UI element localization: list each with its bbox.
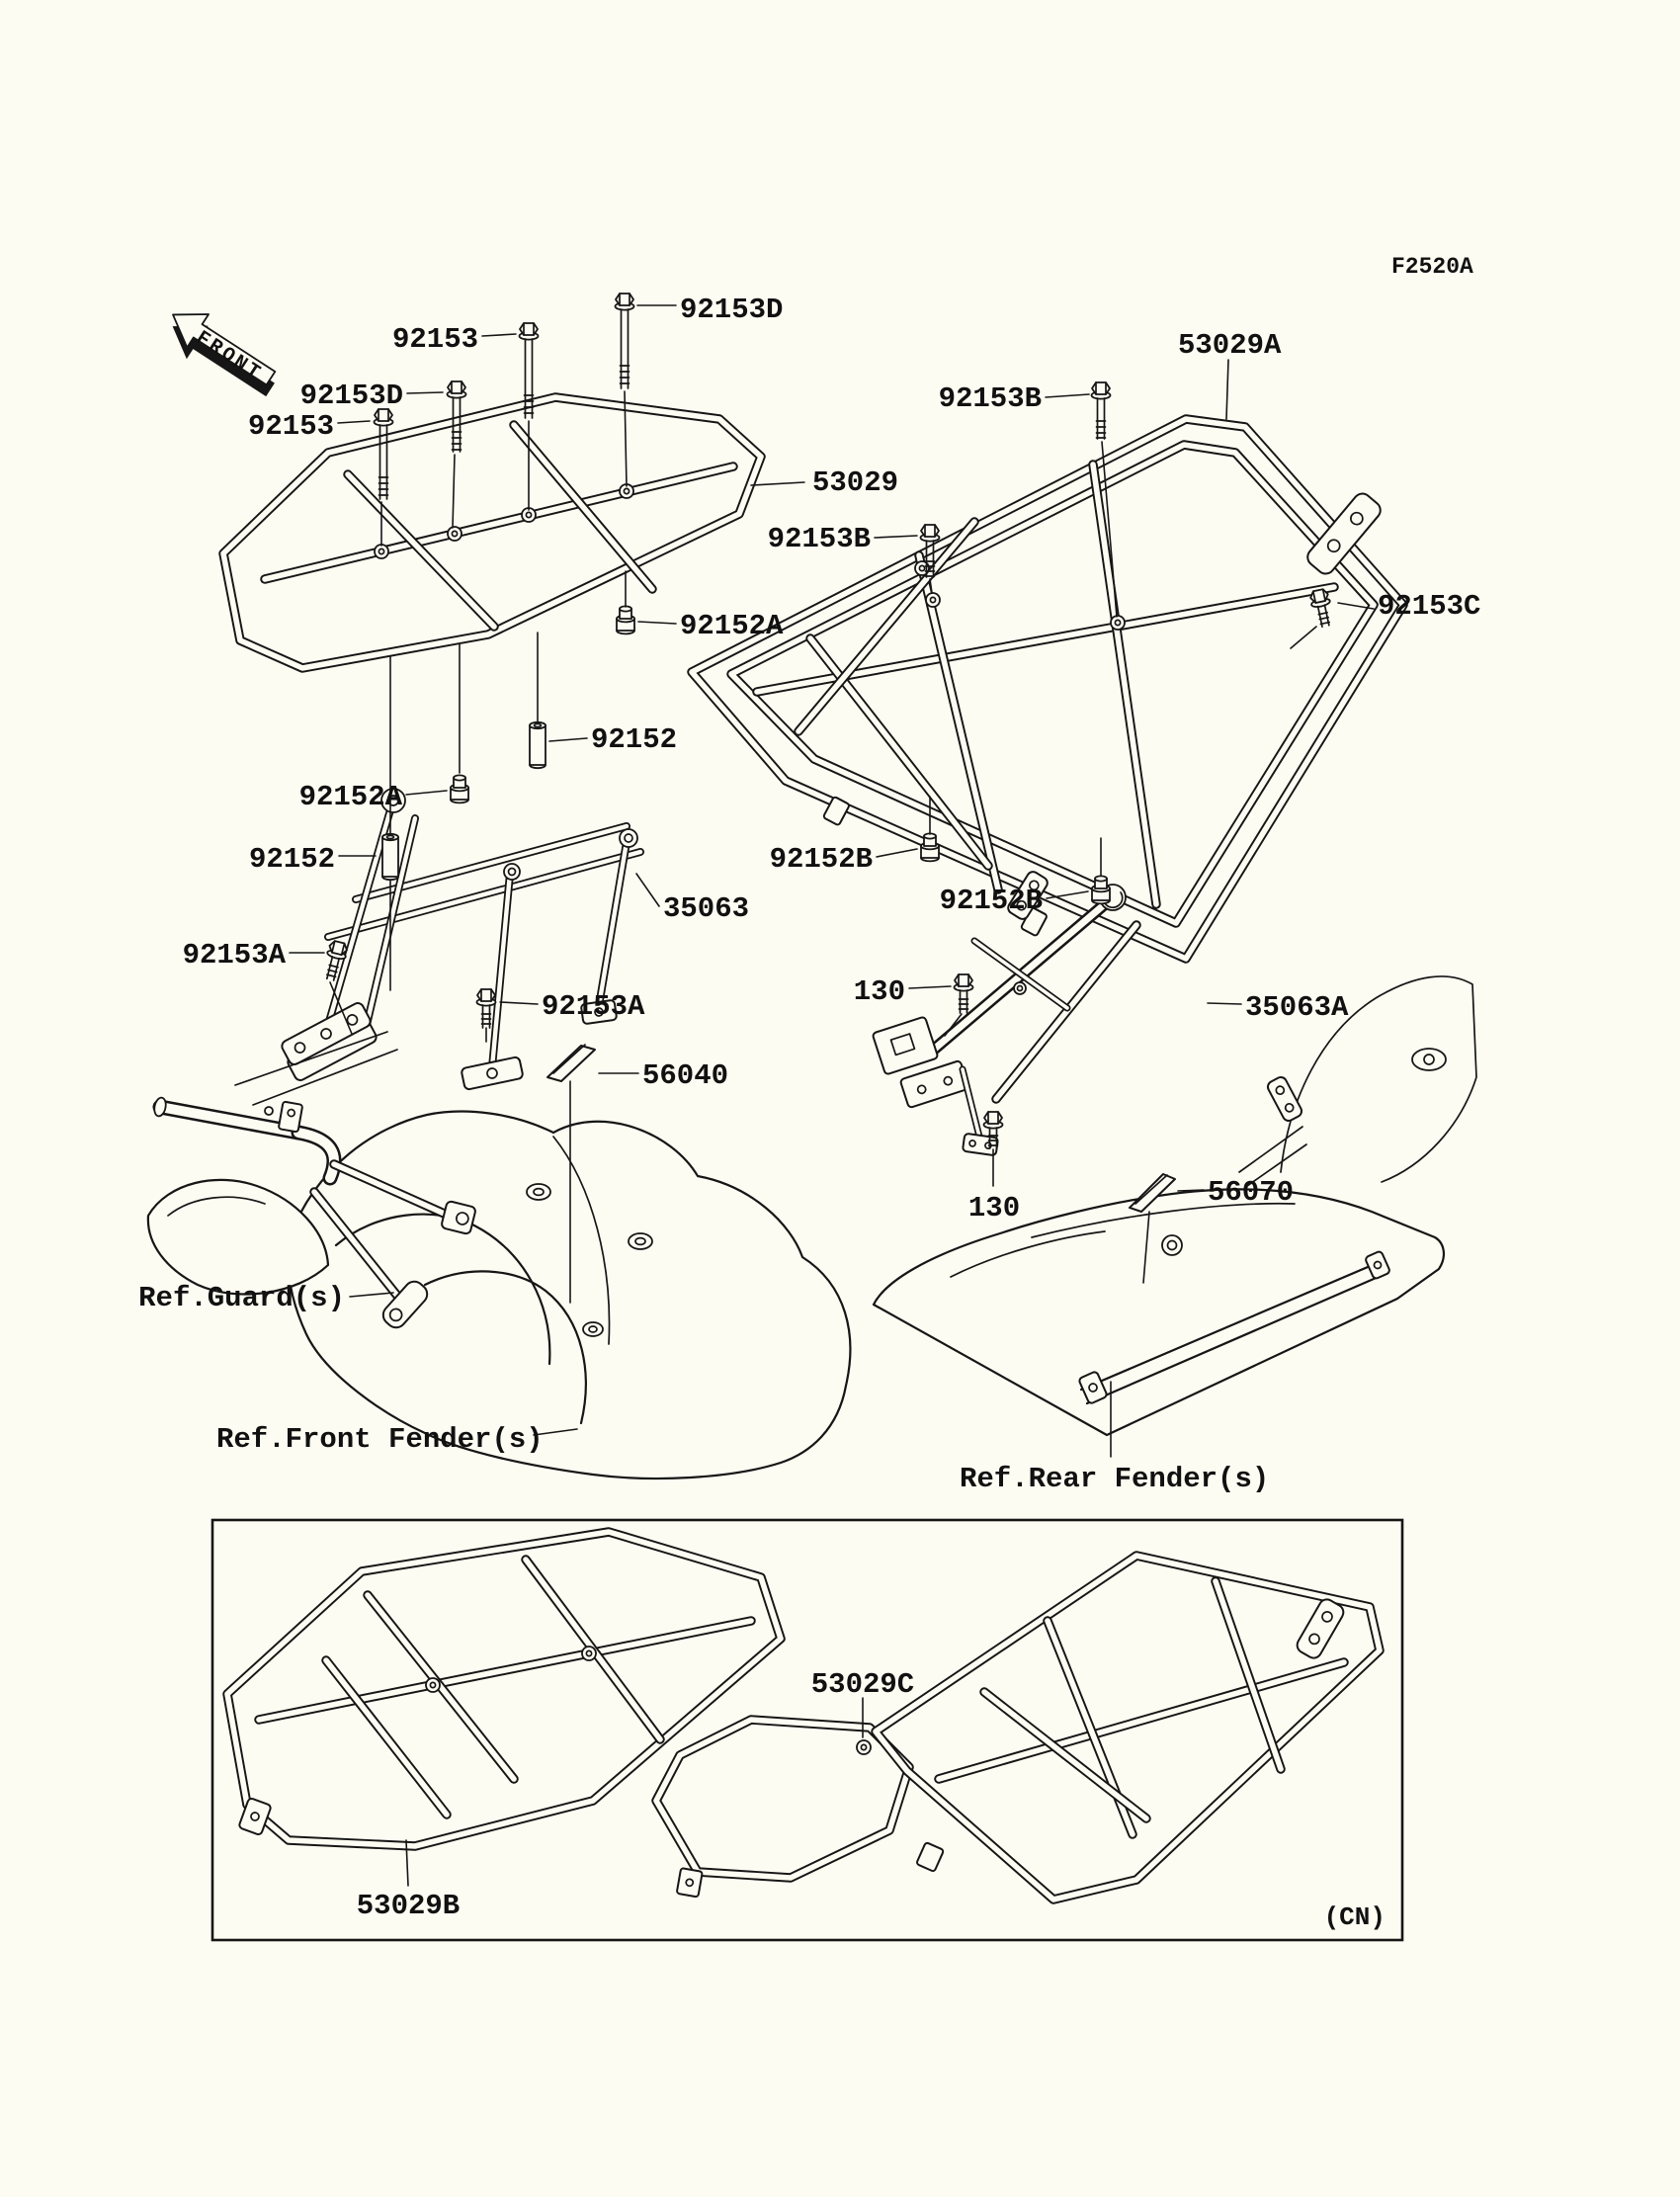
label-53029: 53029 xyxy=(812,466,899,499)
carrier-53029C-drawing xyxy=(656,1556,1380,1900)
country-note: (CN) xyxy=(1323,1902,1386,1932)
label-92153A-1: 92153A xyxy=(182,939,286,972)
bolt-92153-2 xyxy=(375,409,393,499)
label-92153A-2: 92153A xyxy=(542,990,645,1023)
label-35063A: 35063A xyxy=(1245,991,1349,1024)
rear-carrier-53029A-drawing xyxy=(692,419,1403,959)
front-arrow-label: FRONT xyxy=(191,326,267,386)
label-53029B: 53029B xyxy=(356,1890,461,1922)
label-53029A: 53029A xyxy=(1178,329,1282,362)
label-56040: 56040 xyxy=(642,1059,729,1092)
rear-fender-reference-drawing xyxy=(874,976,1476,1435)
bolt-92153C xyxy=(1308,588,1334,628)
label-92153C: 92153C xyxy=(1378,590,1481,623)
label-ref-guard: Ref.Guard(s) xyxy=(138,1282,345,1314)
damper-92152A-2 xyxy=(451,775,468,803)
label-92152A-2: 92152A xyxy=(298,781,402,813)
label-92153-2: 92153 xyxy=(247,410,334,443)
label-92153B-2: 92153B xyxy=(767,523,871,555)
label-92152-2: 92152 xyxy=(248,843,335,876)
carrier-53029B-drawing xyxy=(227,1532,781,1846)
bolt-92153D-1 xyxy=(616,294,634,388)
label-92152A-1: 92152A xyxy=(680,610,784,642)
damper-92152B-1 xyxy=(921,833,939,861)
front-direction-arrow xyxy=(157,298,287,406)
accessory-box xyxy=(212,1520,1402,1940)
bolt-130-1 xyxy=(955,974,973,1013)
bolt-92153B-1 xyxy=(1092,382,1111,439)
label-130-1: 130 xyxy=(853,975,905,1008)
label-35063: 35063 xyxy=(663,892,750,925)
label-130-2: 130 xyxy=(967,1192,1021,1225)
label-ref-rear-fender: Ref.Rear Fender(s) xyxy=(960,1463,1270,1495)
label-92152B-2: 92152B xyxy=(939,885,1043,917)
strip-56040 xyxy=(547,1045,595,1081)
label-53029C: 53029C xyxy=(810,1668,915,1701)
label-ref-front-fender: Ref.Front Fender(s) xyxy=(216,1423,544,1456)
label-92153-1: 92153 xyxy=(391,323,478,356)
damper-92152A-1 xyxy=(617,606,634,634)
label-92153B-1: 92153B xyxy=(938,382,1042,415)
sleeve-92152-1 xyxy=(530,722,546,768)
label-92153D-1: 92153D xyxy=(680,294,784,326)
damper-92152B-2 xyxy=(1092,876,1110,903)
label-92152B-1: 92152B xyxy=(769,843,873,876)
label-56070: 56070 xyxy=(1208,1176,1295,1209)
front-carrier-bracket-35063-drawing xyxy=(280,789,640,1090)
label-92153D-2: 92153D xyxy=(299,380,403,412)
sleeve-92152-2 xyxy=(382,834,398,880)
figure-code: F2520A xyxy=(1391,254,1473,280)
label-92152-1: 92152 xyxy=(591,723,678,756)
